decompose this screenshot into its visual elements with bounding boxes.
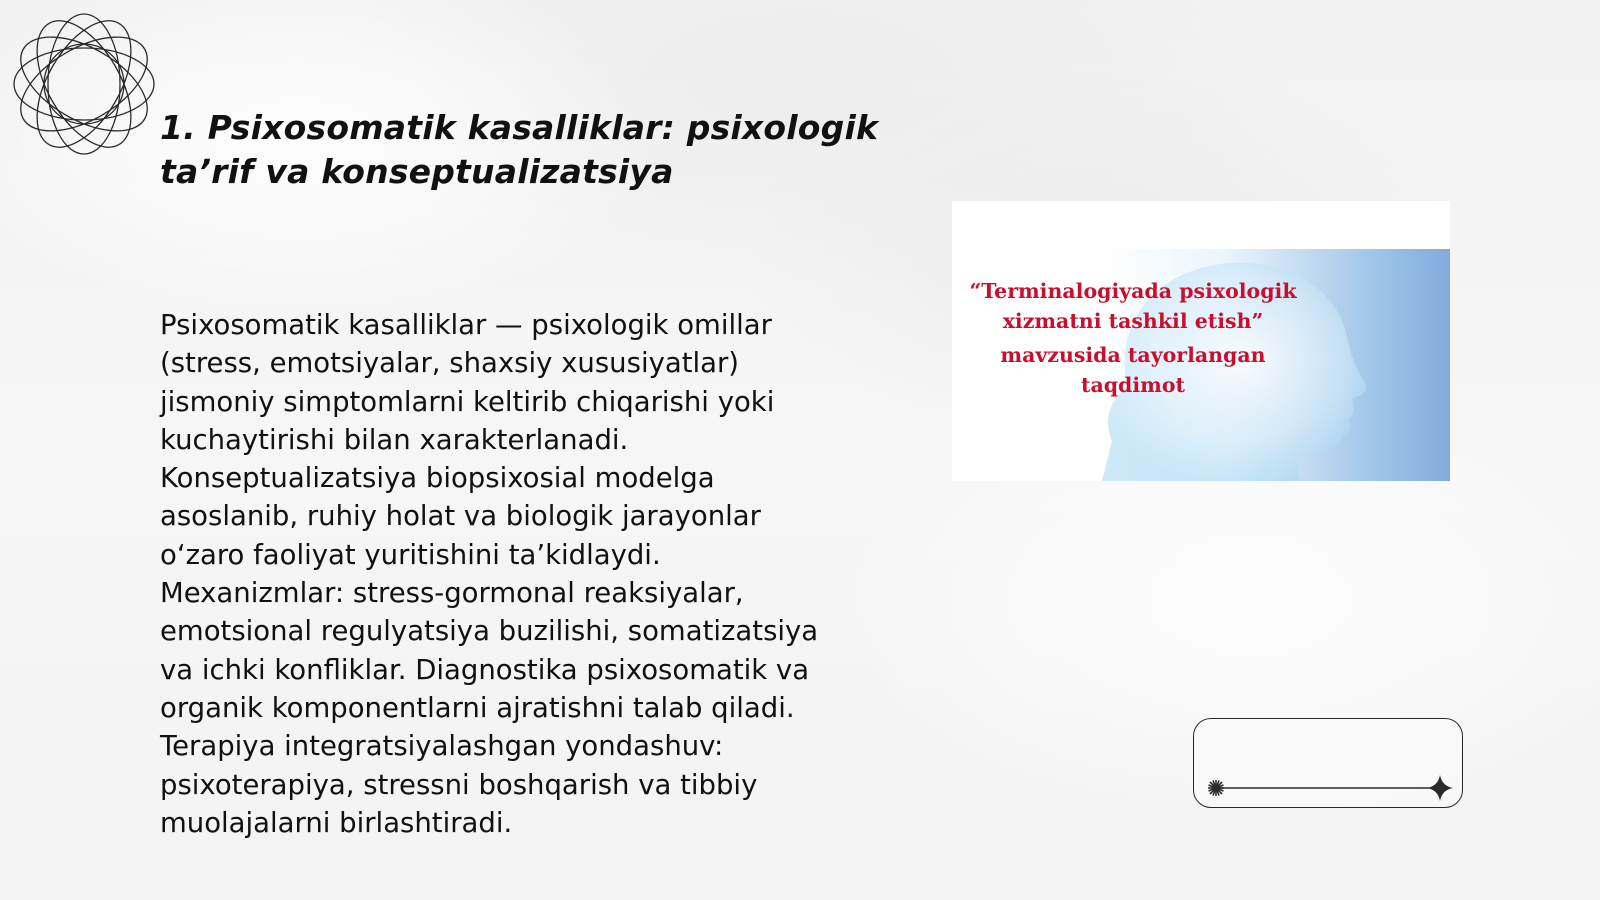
spirograph-logo-icon: [10, 10, 158, 158]
decorative-line-widget: [1193, 718, 1463, 808]
slide-body-text: Psixosomatik kasalliklar — psixologik omillar (stress, emotsiyalar, shaxsiy xususiyatlar) jismoniy simptomlarni keltirib chiqarishi yoki kuchaytirishi bilan xarakterlanadi. Konseptualizatsiya biopsixosial modelga asoslanib, ruhiy holat va biologik jarayonlar o‘zaro faoliyat yuritishini ta’kidlaydi. Mexanizmlar: stress-gormonal reaksiyalar, emotsional regulyatsiya buzilishi, somatizatsiya va ichki konfliklar. Diagnostika psixosomatik va organik komponentlarni ajratishni talab qiladi. Terapiya integratsiyalashgan yondashuv: psixoterapiya, stressni boshqarish va tibbiy muolajalarni birlashtiradi.: [160, 309, 819, 839]
presentation-cover-image: [952, 201, 1450, 481]
cover-caption: [968, 276, 1298, 400]
caption-line-4: taqdimot: [1080, 373, 1186, 397]
slide-title: 1. Psixosomatik kasalliklar: psixologik ta’rif va konseptualizatsiya: [160, 108, 879, 191]
widget-graphic: [1194, 719, 1464, 809]
caption-line-1: “Terminalogiyada psixologik: [969, 279, 1297, 303]
caption-line-2: xizmatni tashkil etish”: [1002, 309, 1264, 333]
four-point-star-icon: [1427, 775, 1453, 801]
asterisk-burst-icon: [1208, 780, 1224, 796]
caption-line-3: mavzusida tayorlangan: [1000, 343, 1266, 367]
